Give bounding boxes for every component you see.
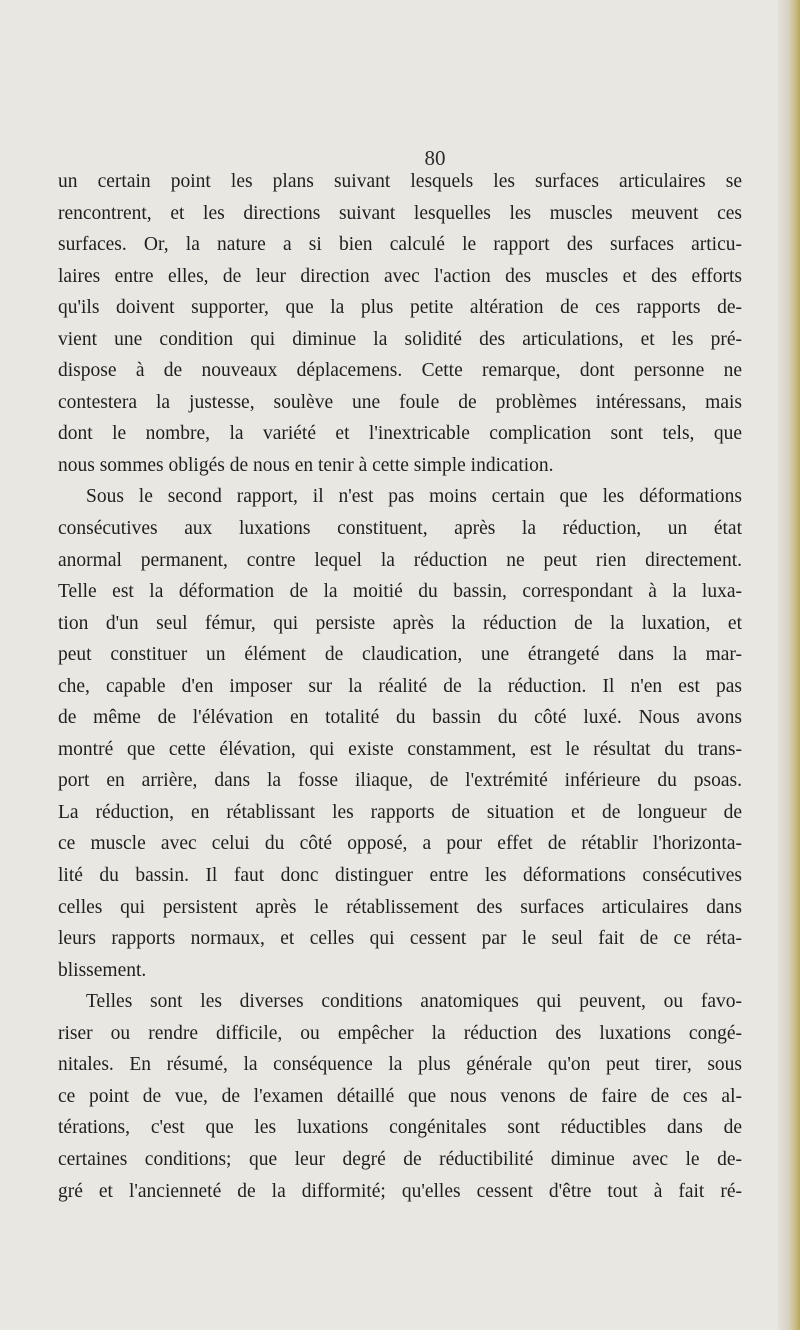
text-line: ce muscle avec celui du côté opposé, a pour effet de rétablir l'horizonta- [58,833,742,855]
text-line: surfaces. Or, la nature a si bien calculé le rapport des surfaces articu- [58,234,742,256]
text-line: dispose à de nouveaux déplacemens. Cette remarque, dont personne ne [58,360,742,382]
text-line: dont le nombre, la variété et l'inextricable complication sont tels, que [58,423,742,445]
paragraph-start-line: Sous le second rapport, il n'est pas moins certain que les déformations [86,486,742,508]
text-line: blissement. [58,959,147,981]
text-line: vient une condition qui diminue la solidité des articulations, et les pré- [58,328,742,350]
text-line: nous sommes obligés de nous en tenir à cette simple indication. [58,454,554,476]
text-line: montré que cette élévation, qui existe constamment, est le résultat du trans- [58,738,742,760]
text-line: leurs rapports normaux, et celles qui cessent par le seul fait de ce réta- [58,928,742,950]
text-line: La réduction, en rétablissant les rapports de situation et de longueur de [58,801,742,823]
text-line: rencontrent, et les directions suivant lesquelles les muscles meuvent ces [58,202,742,224]
text-line: tion d'un seul fémur, qui persiste après la réduction de la luxation, et [58,612,742,634]
body-text [58,166,742,1207]
text-line: gré et l'ancienneté de la difformité; qu'elles cessent d'être tout à fait ré- [58,1180,742,1202]
text-line: Telle est la déformation de la moitié du bassin, correspondant à la luxa- [58,581,742,603]
page-number: 80 [424,146,446,170]
text-line: qu'ils doivent supporter, que la plus petite altération de ces rapports de- [58,297,742,319]
text-line: ce point de vue, de l'examen détaillé que nous venons de faire de ces al- [58,1085,742,1107]
text-line: certaines conditions; que leur degré de réductibilité diminue avec le de- [58,1148,742,1170]
text-line: port en arrière, dans la fosse iliaque, de l'extrémité inférieure du psoas. [58,770,742,792]
text-line: riser ou rendre difficile, ou empêcher la réduction des luxations congé- [58,1022,742,1044]
text-line: un certain point les plans suivant lesquels les surfaces articulaires se [58,171,742,192]
text-line: térations, c'est que les luxations congénitales sont réductibles dans de [58,1117,742,1139]
text-line: che, capable d'en imposer sur la réalité de la réduction. Il n'en est pas [58,675,742,697]
text-line: de même de l'élévation en totalité du bassin du côté luxé. Nous avons [58,707,742,729]
page-edge-shadow [778,0,800,1330]
text-line: peut constituer un élément de claudication, une étrangeté dans la mar- [58,644,742,666]
text-line: nitales. En résumé, la conséquence la plus générale qu'on peut tirer, sous [58,1054,742,1076]
text-line: lité du bassin. Il faut donc distinguer entre les déformations consécutives [58,865,742,887]
paragraph-start-line: Telles sont les diverses conditions anatomiques qui peuvent, ou favo- [86,991,742,1013]
text-line: contestera la justesse, soulève une foule de problèmes intéressans, mais [58,391,742,413]
text-line: laires entre elles, de leur direction avec l'action des muscles et des efforts [58,265,742,287]
text-line: anormal permanent, contre lequel la réduction ne peut rien directement. [58,549,742,571]
text-line: consécutives aux luxations constituent, après la réduction, un état [58,518,742,540]
text-line: celles qui persistent après le rétablissement des surfaces articulaires dans [58,896,742,918]
